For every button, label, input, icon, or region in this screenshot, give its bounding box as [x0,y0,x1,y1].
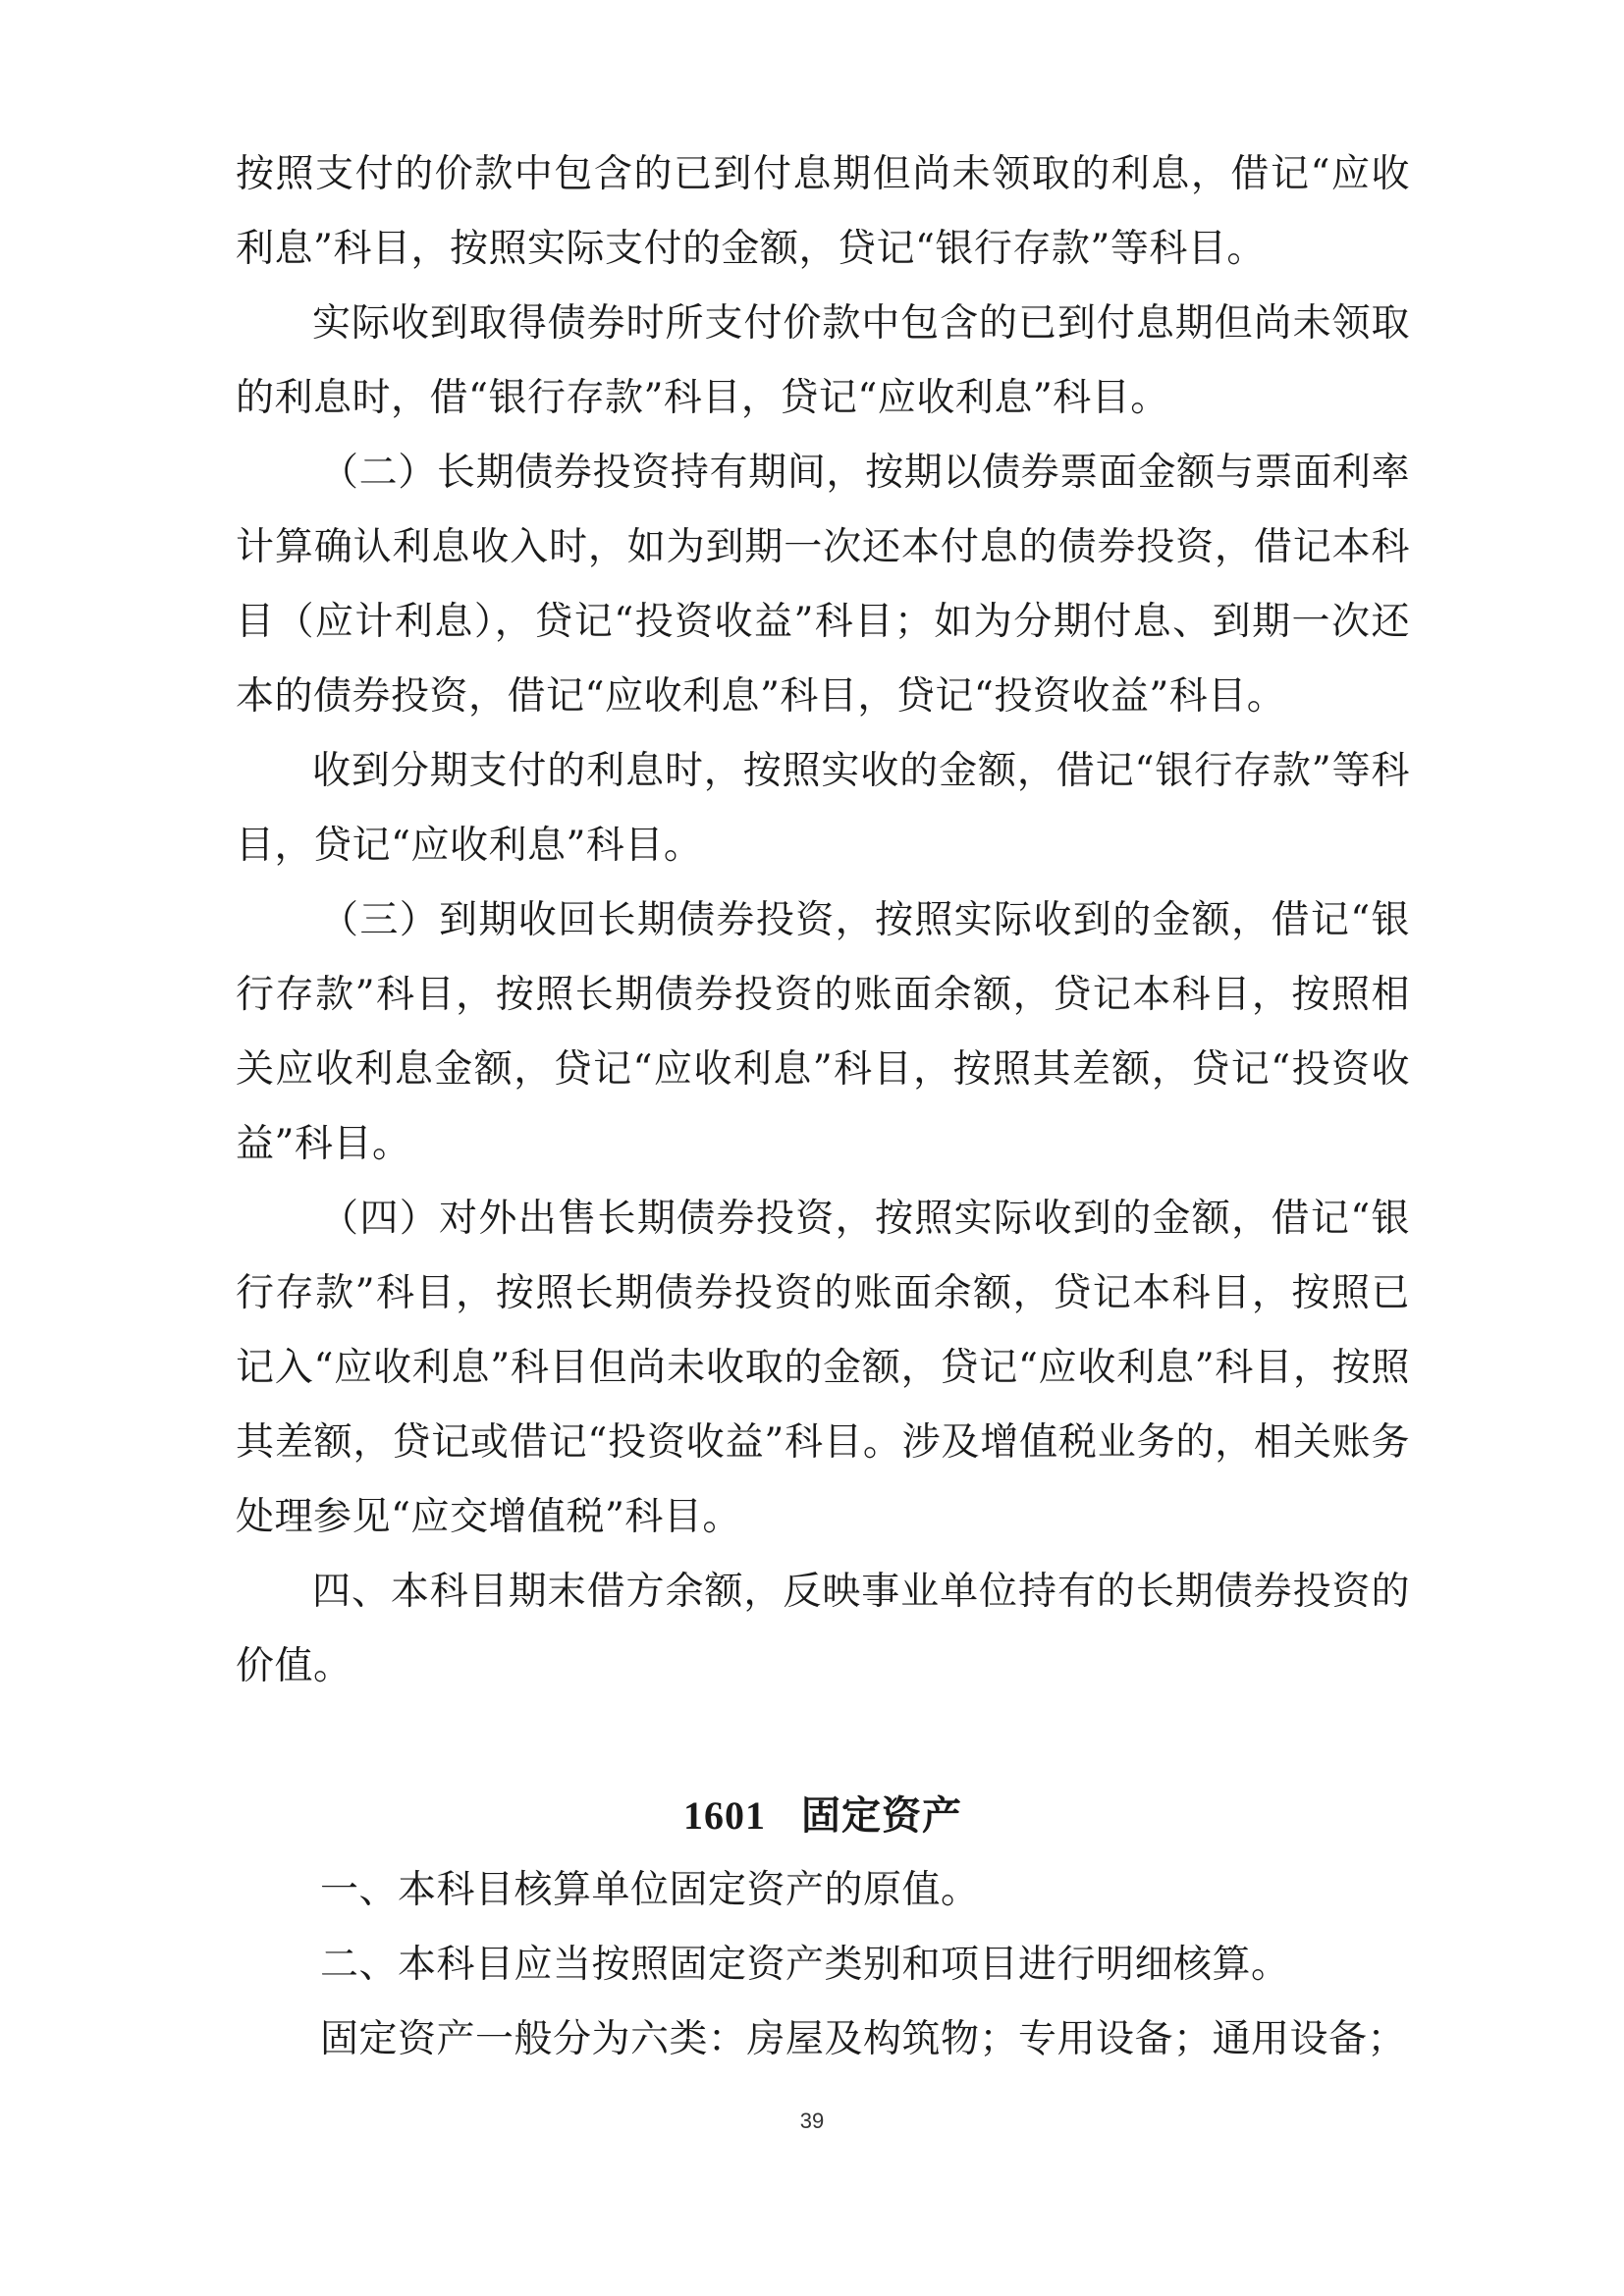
paragraph: 收到分期支付的利息时，按照实收的金额，借记“银行存款”等科目，贷记“应收利息”科目。 [236,749,1410,868]
section-item: 固定资产一般分为六类：房屋及构筑物；专用设备；通用设备； [320,2017,1407,2061]
section-item: 一、本科目核算单位固定资产的原值。 [320,1868,980,1912]
page-number: 39 [799,2109,825,2133]
paragraph-item-2: （二）长期债券投资持有期间，按期以债券票面金额与票面利率计算确认利息收入时，如为到期一次还本付息的债券投资，借记本科目（应计利息），贷记“投资收益”科目；如为分期付息、到期一次还本的债券投资，借记“应收利息”科目，贷记“投资收益”科目。 [236,451,1410,719]
section-code: 1601 [683,1793,766,1838]
section-item: 二、本科目应当按照固定资产类别和项目进行明细核算。 [320,1943,1290,1987]
body-text [236,137,1410,2077]
paragraph-continued: 按照支付的价款中包含的已到付息期但尚未领取的利息，借记“应收利息”科目，按照实际支付的金额，贷记“银行存款”等科目。 [236,152,1410,271]
paragraph-item-4: （四）对外出售长期债券投资，按照实际收到的金额，借记“银行存款”科目，按照长期债券投资的账面余额，贷记本科目，按照已记入“应收利息”科目但尚未收取的金额，贷记“应收利息”科目，按照其差额，贷记或借记“投资收益”科目。涉及增值税业务的，相关账务处理参见“应交增值税”科目。 [236,1197,1410,1539]
paragraph: 实际收到取得债券时所支付价款中包含的已到付息期但尚未领取的利息时，借“银行存款”科目，贷记“应收利息”科目。 [236,301,1410,420]
section-heading [236,1779,1410,1853]
paragraph-section-4: 四、本科目期末借方余额，反映事业单位持有的长期债券投资的价值。 [236,1570,1410,1688]
paragraph-item-3: （三）到期收回长期债券投资，按照实际收到的金额，借记“银行存款”科目，按照长期债券投资的账面余额，贷记本科目，按照相关应收利息金额，贷记“应收利息”科目，按照其差额，贷记“投资收益”科目。 [236,898,1410,1166]
section-title: 固定资产 [801,1792,962,1839]
